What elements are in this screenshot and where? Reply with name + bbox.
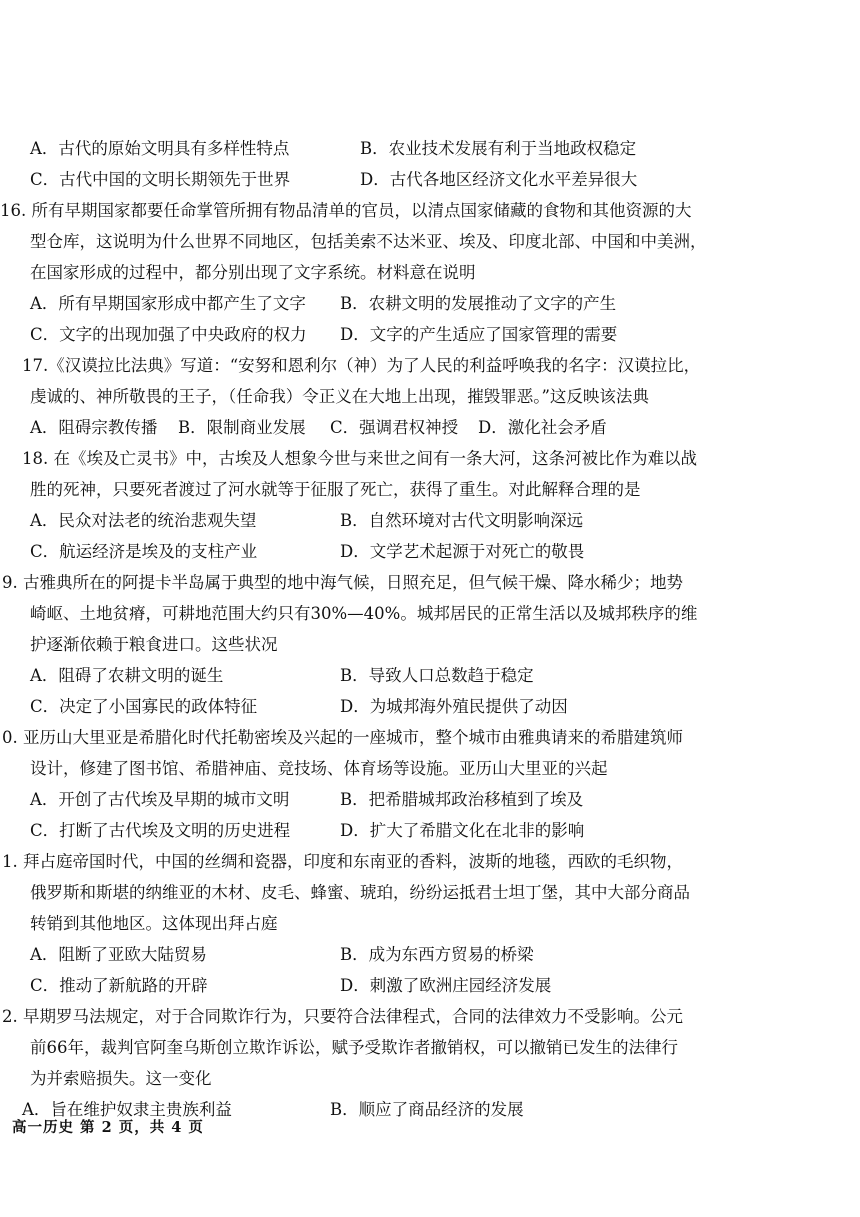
q22-option-b: B．顺应了商品经济的发展 [330, 1100, 524, 1119]
q19-stem-line-3: 护逐渐依赖于粮食进口。这些状况 [30, 635, 278, 654]
q21-option-a: A．阻断了亚欧大陆贸易 [30, 945, 207, 964]
q21-option-b: B．成为东西方贸易的桥梁 [340, 945, 534, 964]
q19-option-b: B．导致人口总数趋于稳定 [340, 666, 534, 685]
q20-option-c: C．打断了古代埃及文明的历史进程 [30, 821, 291, 840]
q19-stem-line-2: 崎岖、土地贫瘠，可耕地范围大约只有30%—40%。城邦居民的正常生活以及城邦秩序的维 [30, 604, 698, 623]
q21-option-d: D．刺激了欧洲庄园经济发展 [340, 976, 552, 995]
q18-options-row-2 [0, 536, 860, 567]
q16-options-row-1 [0, 288, 860, 319]
q17-option-b: B．限制商业发展 [178, 418, 306, 437]
q20-stem-line-2: 设计，修建了图书馆、希腊神庙、竞技场、体育场等设施。亚历山大里亚的兴起 [30, 759, 608, 778]
q17-stem-line-1: 17.《汉谟拉比法典》写道：“安努和恩利尔（神）为了人民的利益呼唤我的名字：汉谟拉比， [22, 356, 701, 375]
q19-options-row-2 [0, 691, 860, 722]
q22-stem-line-2: 前66年，裁判官阿奎乌斯创立欺诈诉讼，赋予受欺诈者撤销权，可以撤销已发生的法律行 [30, 1038, 678, 1057]
q20-stem-line-1: 0. 亚历山大里亚是希腊化时代托勒密埃及兴起的一座城市，整个城市由雅典请来的希腊建筑师 [2, 728, 683, 747]
q18-option-c: C．航运经济是埃及的支柱产业 [30, 542, 258, 561]
q18-stem-line-2: 胜的死神，只要死者渡过了河水就等于征服了死亡，获得了重生。对此解释合理的是 [30, 480, 641, 499]
q21-options-row-1 [0, 939, 860, 970]
q21-stem-line-2: 俄罗斯和斯堪的纳维亚的木材、皮毛、蜂蜜、琥珀，纷纷运抵君士坦丁堡，其中大部分商品 [30, 883, 690, 902]
q22-stem-line-3: 为并索赔损失。这一变化 [30, 1069, 212, 1088]
q16-stem-line-2: 型仓库，这说明为什么世界不同地区，包括美索不达米亚、埃及、印度北部、中国和中美洲， [30, 232, 707, 251]
q21-options-row-2 [0, 970, 860, 1001]
q15-option-a: A．古代的原始文明具有多样性特点 [30, 139, 290, 158]
q17-option-a: A．阻碍宗教传播 [30, 418, 158, 437]
q15-option-c: C．古代中国的文明长期领先于世界 [30, 170, 291, 189]
q19-option-c: C．决定了小国寡民的政体特征 [30, 697, 258, 716]
page-footer: 高一历史 第 2 页，共 4 页 [12, 1119, 204, 1136]
q15-options-row-2 [0, 164, 860, 195]
q17-option-c: C．强调君权神授 [330, 418, 459, 437]
q16-option-c: C．文字的出现加强了中央政府的权力 [30, 325, 307, 344]
q19-option-a: A．阻碍了农耕文明的诞生 [30, 666, 224, 685]
q18-stem-line-1: 18. 在《埃及亡灵书》中，古埃及人想象今世与来世之间有一条大河，这条河被比作为难以战 [22, 449, 697, 468]
q21-option-c: C．推动了新航路的开辟 [30, 976, 208, 995]
q22-option-a: A．旨在维护奴隶主贵族利益 [22, 1100, 232, 1119]
q19-option-d: D．为城邦海外殖民提供了动因 [340, 697, 568, 716]
q16-option-b: B．农耕文明的发展推动了文字的产生 [340, 294, 617, 313]
q16-stem-line-3: 在国家形成的过程中，都分别出现了文字系统。材料意在说明 [30, 263, 476, 282]
q20-option-d: D．扩大了希腊文化在北非的影响 [340, 821, 585, 840]
q17-stem-line-2: 虔诚的、神所敬畏的王子，（任命我）令正义在大地上出现，摧毁罪恶。”这反映该法典 [30, 387, 649, 406]
q16-option-a: A．所有早期国家形成中都产生了文字 [30, 294, 306, 313]
q17-options-row [0, 412, 860, 443]
q21-stem-line-1: 1. 拜占庭帝国时代，中国的丝绸和瓷器，印度和东南亚的香料，波斯的地毯，西欧的毛织物， [2, 852, 683, 871]
q21-stem-line-3: 转销到其他地区。这体现出拜占庭 [30, 914, 278, 933]
q18-option-b: B．自然环境对古代文明影响深远 [340, 511, 584, 530]
q15-option-b: B．农业技术发展有利于当地政权稳定 [360, 139, 637, 158]
q15-option-d: D．古代各地区经济文化水平差异很大 [360, 170, 638, 189]
q16-option-d: D．文字的产生适应了国家管理的需要 [340, 325, 618, 344]
q20-options-row-1 [0, 784, 860, 815]
q18-options-row-1 [0, 505, 860, 536]
q22-stem-line-1: 2. 早期罗马法规定，对于合同欺诈行为，只要符合法律程式，合同的法律效力不受影响。公元 [2, 1007, 683, 1026]
q16-options-row-2 [0, 319, 860, 350]
q16-stem-line-1: 16. 所有早期国家都要任命掌管所拥有物品清单的官员，以清点国家储藏的食物和其他资源的大 [0, 201, 692, 220]
q19-stem-line-1: 9. 古雅典所在的阿提卡半岛属于典型的地中海气候，日照充足，但气候干燥、降水稀少；地势 [2, 573, 683, 592]
q18-option-a: A．民众对法老的统治悲观失望 [30, 511, 257, 530]
q17-option-d: D．激化社会矛盾 [478, 418, 607, 437]
q20-options-row-2 [0, 815, 860, 846]
q15-options-row-1 [0, 133, 860, 164]
q18-option-d: D．文学艺术起源于对死亡的敬畏 [340, 542, 585, 561]
question-list [0, 133, 860, 1125]
q20-option-a: A．开创了古代埃及早期的城市文明 [30, 790, 290, 809]
q20-option-b: B．把希腊城邦政治移植到了埃及 [340, 790, 584, 809]
q19-options-row-1 [0, 660, 860, 691]
